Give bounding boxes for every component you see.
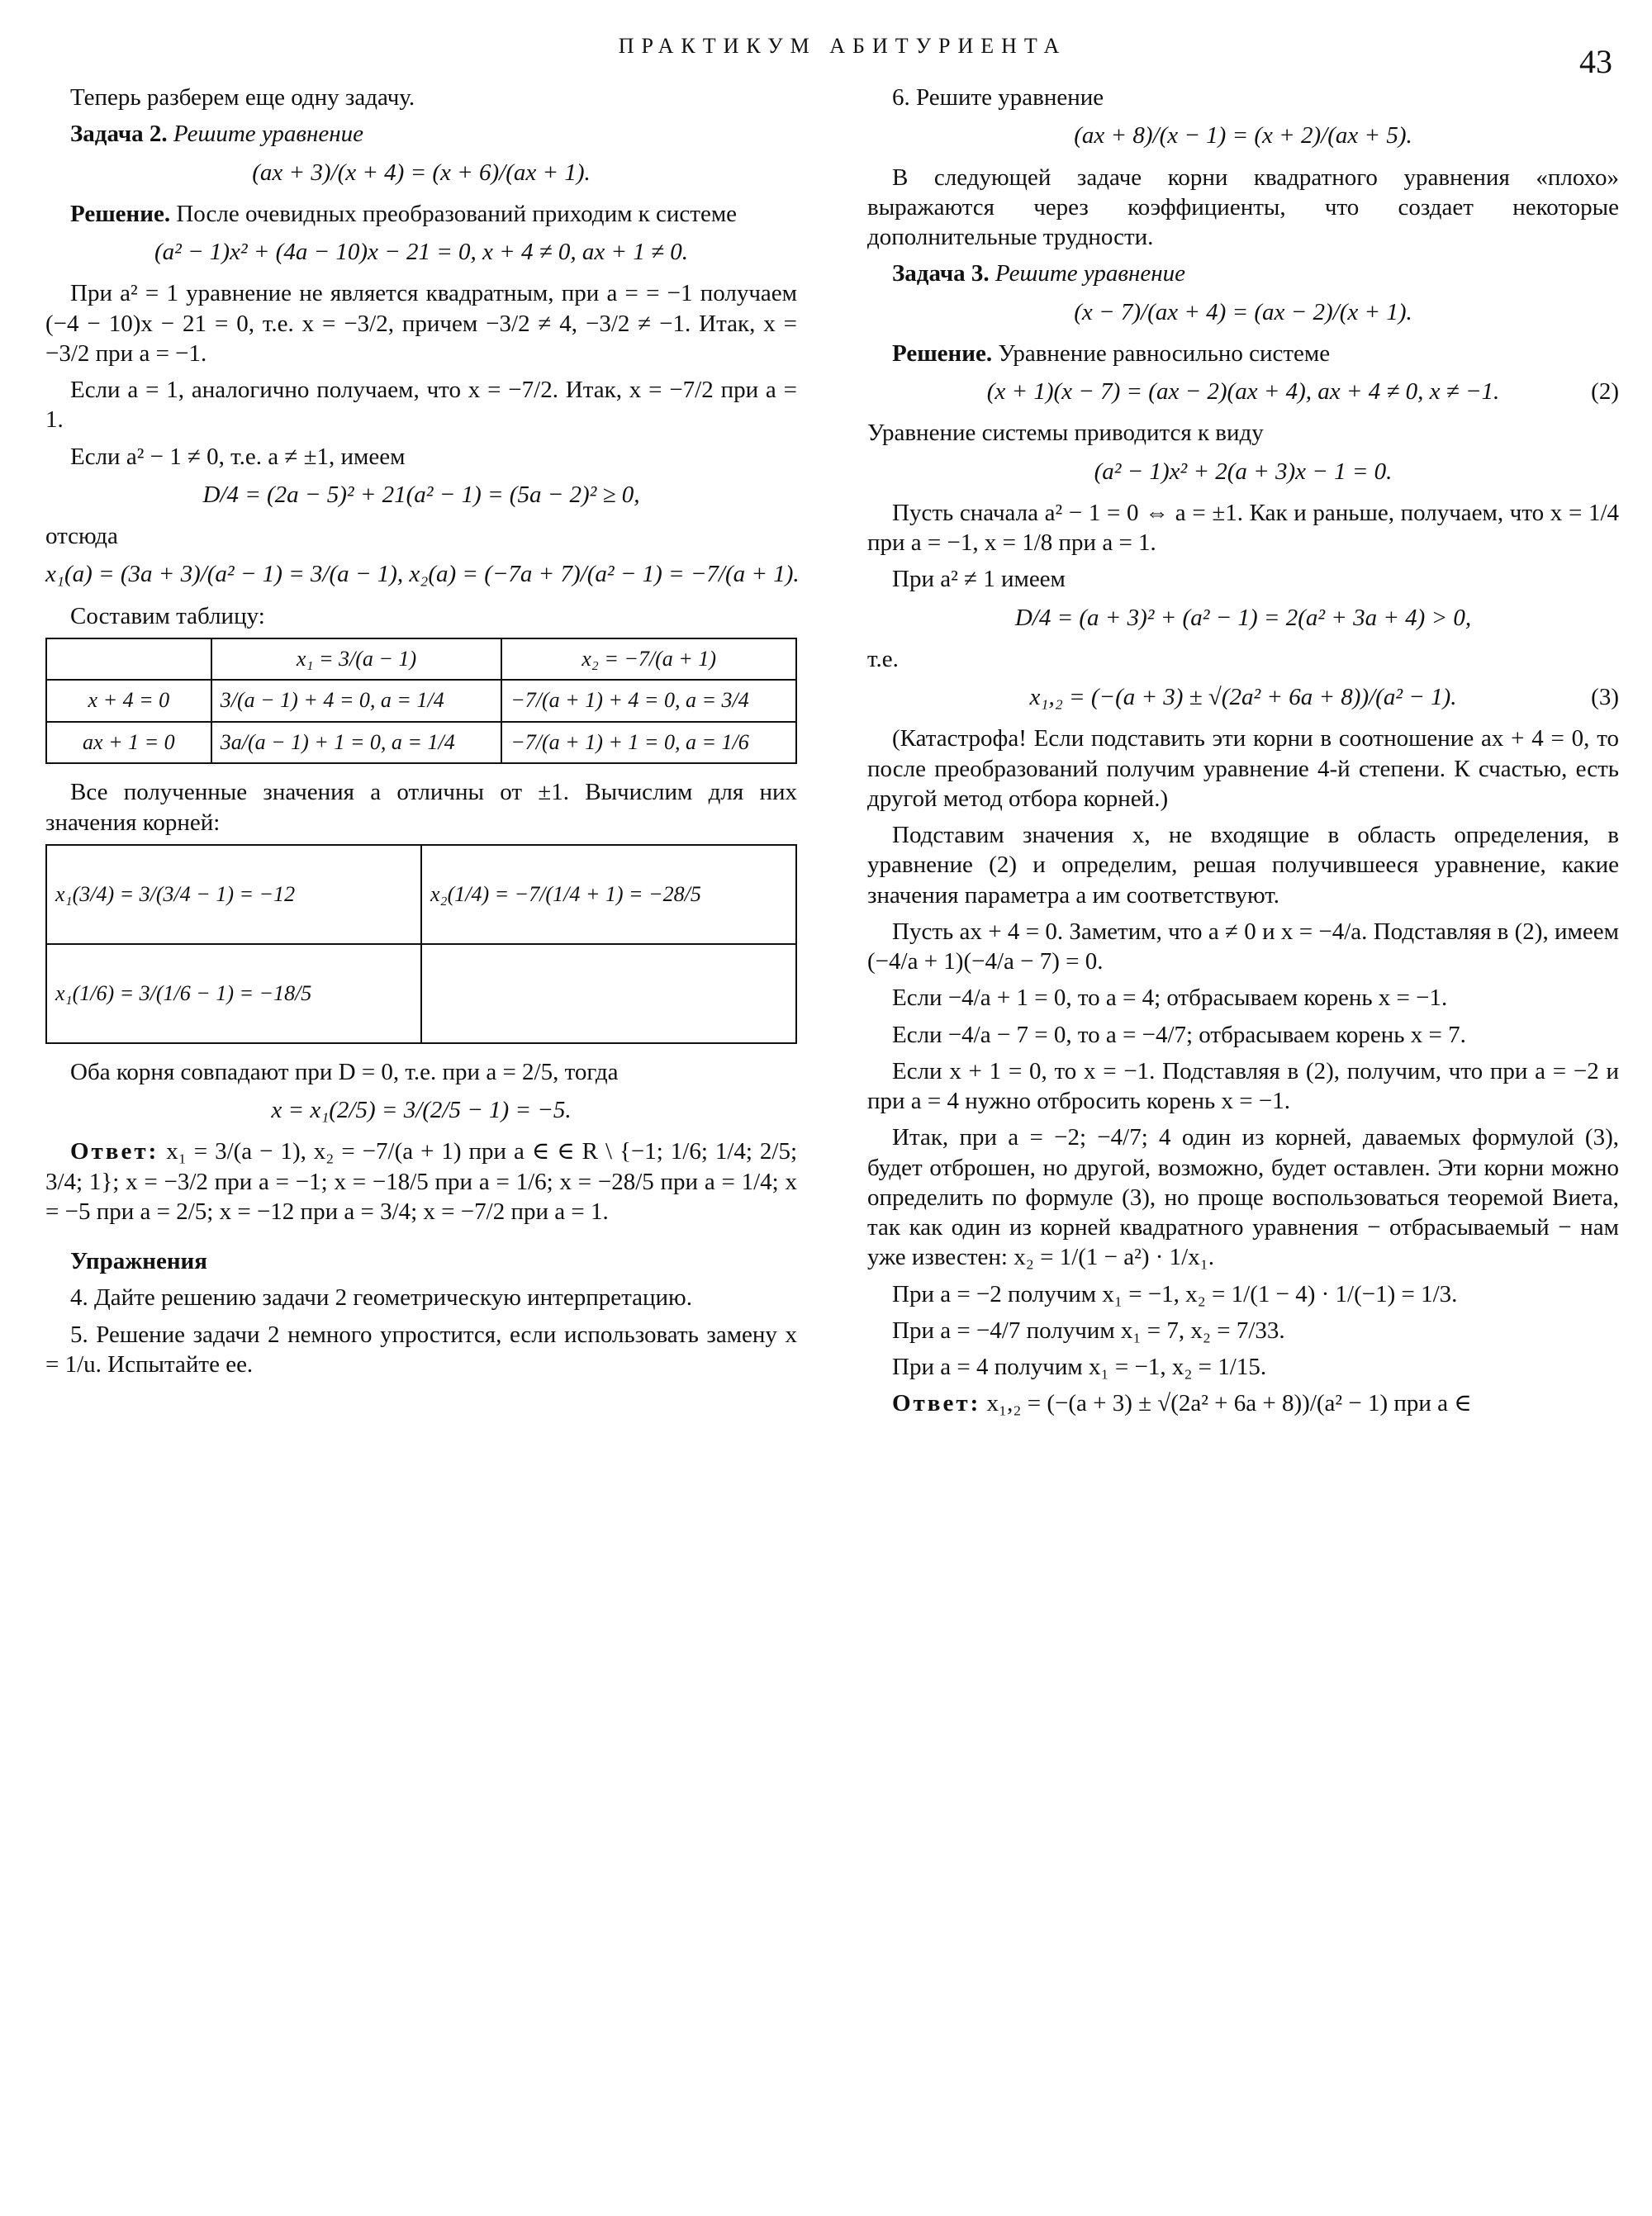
task3-label: Задача 3.: [892, 260, 990, 287]
paragraph-11: Если x + 1 = 0, то x = −1. Подставляя в (2), получим, что при a = −2 и при a = 4 нужно отбросить корень x = −1.: [867, 1057, 1619, 1114]
paragraph-2: Если a = 1, аналогично получаем, что x = −7/2. Итак, x = −7/2 при a = 1.: [45, 377, 797, 434]
task3-equation: (x − 7)/(ax + 4) = (ax − 2)/(x + 1).: [1074, 298, 1412, 325]
paragraph-4: отсюда: [45, 523, 118, 549]
task2-equation: (ax + 3)/(x + 4) = (x + 6)/(ax + 1).: [252, 159, 591, 186]
exercise-4: 4. Дайте решению задачи 2 геометрическую интерпретацию.: [70, 1284, 692, 1312]
paragraph-13: При a = −2 получим x₁ = −1, x₂ = 1/(1 − 4) · 1/(−1) = 1/3.: [892, 1280, 1458, 1307]
solution-paragraph: [45, 199, 797, 229]
table-row: [46, 722, 796, 764]
table-conditions: [45, 638, 797, 765]
system-equation: [867, 377, 1619, 406]
table-row: [46, 944, 796, 1043]
table-header-x2: x₂ = −7/(a + 1): [501, 638, 796, 681]
table-row: [46, 638, 796, 681]
table-row: [46, 845, 796, 944]
paragraph-15: При a = 4 получим x₁ = −1, x₂ = 1/15.: [892, 1354, 1267, 1380]
table-cell-empty: [46, 638, 211, 681]
discriminant-equation: D/4 = (a + 3)² + (a² − 1) = 2(a² + 3a + 4) > 0,: [1014, 604, 1472, 631]
task2-heading: [45, 119, 797, 149]
table-cell: x₂(1/4) = −7/(1/4 + 1) = −28/5: [421, 845, 796, 944]
right-column: [867, 83, 1619, 1426]
answer-paragraph: [867, 1388, 1619, 1418]
table-cell: −7/(a + 1) + 4 = 0, a = 3/4: [501, 680, 796, 722]
reduced-equation: (a² − 1)x² + 2(a + 3)x − 1 = 0.: [1094, 458, 1393, 485]
paragraph-10: Если −4/a − 7 = 0, то a = −4/7; отбрасываем корень x = 7.: [892, 1021, 1466, 1048]
answer-text: x₁,₂ = (−(a + 3) ± √(2a² + 6a + 8))/(a² − 1) при a ∈: [986, 1390, 1472, 1417]
roots-equation: x₁(a) = (3a + 3)/(a² − 1) = 3/(a − 1), x₂(a) = (−7a + 7)/(a² − 1) = −7/(a + 1).: [45, 561, 800, 588]
left-column: [45, 83, 800, 1386]
paragraph-1: При a² = 1 уравнение не является квадратным, при a = = −1 получаем (−4 − 10)x − 21 = 0, т.е. x = −3/2, причем −3/2 ≠ 4, −3/2 ≠ −1. Итак, x = −3/2 при a = −1.: [45, 280, 797, 367]
paragraph-3: Если a² − 1 ≠ 0, т.е. a ≠ ±1, имеем: [70, 443, 406, 470]
paragraph-6: (Катастрофа! Если подставить эти корни в соотношение ax + 4 = 0, то после преобразований получим уравнение 4-й степени. К счастью, есть другой метод отбора корней.): [867, 725, 1619, 812]
table-cell: [421, 944, 796, 1043]
answer-text: x₁ = 3/(a − 1), x₂ = −7/(a + 1) при a ∈ ∈ R \ {−1; 1/6; 1/4; 2/5; 3/4; 1}; x = −3/2 при a = −1; x = −18/5 при a = 1/6; x = −28/5 при a = 1/4; x = −5 при a = 2/5; x = −12 при a = 3/4; x = −7/2 при a = 1.: [45, 1138, 798, 1225]
coincide-equation: x = x₁(2/5) = 3/(2/5 − 1) = −5.: [271, 1097, 572, 1123]
paragraph-8: Пусть ax + 4 = 0. Заметим, что a ≠ 0 и x = −4/a. Подставляя в (2), имеем (−4/a + 1)(−4/a − 7) = 0.: [867, 918, 1619, 975]
system-equation-body: (x + 1)(x − 7) = (ax − 2)(ax + 4), ax + 4 ≠ 0, x ≠ −1.: [986, 378, 1500, 405]
solution-label: Решение.: [892, 339, 993, 367]
table-cell: 3/(a − 1) + 4 = 0, a = 1/4: [211, 680, 502, 722]
paragraph-6: Все полученные значения a отличны от ±1. Вычислим для них значения корней:: [45, 779, 797, 836]
table-row-label-2: ax + 1 = 0: [46, 722, 211, 764]
solution-text: Уравнение равносильно системе: [998, 339, 1331, 367]
paragraph-5: т.е.: [867, 645, 899, 672]
page-number: 43: [1579, 43, 1612, 80]
table-header-x1: x₁ = 3/(a − 1): [211, 638, 502, 681]
exercise-6: 6. Решите уравнение: [892, 84, 1104, 111]
roots-equation-body: x₁,₂ = (−(a + 3) ± √(2a² + 6a + 8))/(a² − 1).: [1029, 684, 1457, 710]
equation-number-2: (2): [1591, 378, 1619, 405]
roots-equation: [867, 682, 1619, 712]
intro-text: Теперь разберем еще одну задачу.: [70, 84, 415, 111]
paragraph-14: При a = −4/7 получим x₁ = 7, x₂ = 7/33.: [892, 1317, 1285, 1344]
task3-text: Решите уравнение: [995, 260, 1186, 287]
table-row: [46, 680, 796, 722]
task2-label: Задача 2.: [70, 121, 168, 148]
exercise-6-equation: (ax + 8)/(x − 1) = (x + 2)/(ax + 5).: [1074, 122, 1412, 149]
solution-text: После очевидных преобразований приходим к системе: [176, 200, 738, 227]
solution-paragraph: [867, 339, 1619, 368]
table-cell: x₁(3/4) = 3/(3/4 − 1) = −12: [46, 845, 421, 944]
paragraph-7: Оба корня совпадают при D = 0, т.е. при a = 2/5, тогда: [70, 1058, 619, 1085]
paragraph-12: Итак, при a = −2; −4/7; 4 один из корней, даваемых формулой (3), будет отброшен, но другой, возможно, будет оставлен. Эти корни можно определить по формуле (3), но проще воспользоваться теоремой Виета, так как один из корней квадратного уравнения − отбрасываемый − нам уже известен: x₂ = 1/(1 − a²) · 1/x₁.: [867, 1124, 1619, 1271]
paragraph-4: При a² ≠ 1 имеем: [892, 566, 1066, 593]
answer-label: Ответ:: [70, 1138, 159, 1165]
answer-paragraph: [45, 1136, 797, 1227]
answer-label: Ответ:: [892, 1390, 981, 1417]
table-root-values: [45, 844, 797, 1044]
paragraph-7: Подставим значения x, не входящие в область определения, в уравнение (2) и определим, решая получившееся уравнение, какие значения параметра a им соответствуют.: [867, 822, 1619, 909]
table-cell: −7/(a + 1) + 1 = 0, a = 1/6: [501, 722, 796, 764]
table-row-label-1: x + 4 = 0: [46, 680, 211, 722]
paragraph-1: В следующей задаче корни квадратного уравнения «плохо» выражаются через коэффициенты, что создает некоторые дополнительные трудности.: [867, 164, 1619, 250]
task3-heading: [867, 259, 1619, 288]
exercise-5: 5. Решение задачи 2 немного упростится, если использовать замену x = 1/u. Испытайте ее.: [45, 1321, 797, 1378]
paragraph-3: Пусть сначала a² − 1 = 0 ⇔ a = ±1. Как и раньше, получаем, что x = 1/4 при a = −1, x = 1/8 при a = 1.: [867, 499, 1619, 556]
table-cell: x₁(1/6) = 3/(1/6 − 1) = −18/5: [46, 944, 421, 1043]
paragraph-2: Уравнение системы приводится к виду: [867, 420, 1264, 447]
discriminant-equation: D/4 = (2a − 5)² + 21(a² − 1) = (5a − 2)² ≥ 0,: [202, 481, 640, 508]
equation-number-3: (3): [1591, 684, 1619, 710]
paragraph-9: Если −4/a + 1 = 0, то a = 4; отбрасываем корень x = −1.: [892, 985, 1448, 1012]
exercises-title: Упражнения: [70, 1248, 207, 1274]
system-equation: (a² − 1)x² + (4a − 10)x − 21 = 0, x + 4 ≠ 0, ax + 1 ≠ 0.: [154, 239, 689, 265]
running-title: ПРАКТИКУМ АБИТУРИЕНТА: [618, 34, 1067, 58]
paragraph-5: Составим таблицу:: [70, 602, 265, 629]
solution-label: Решение.: [70, 200, 171, 227]
table-cell: 3a/(a − 1) + 1 = 0, a = 1/4: [211, 722, 502, 764]
task2-text: Решите уравнение: [173, 121, 364, 148]
